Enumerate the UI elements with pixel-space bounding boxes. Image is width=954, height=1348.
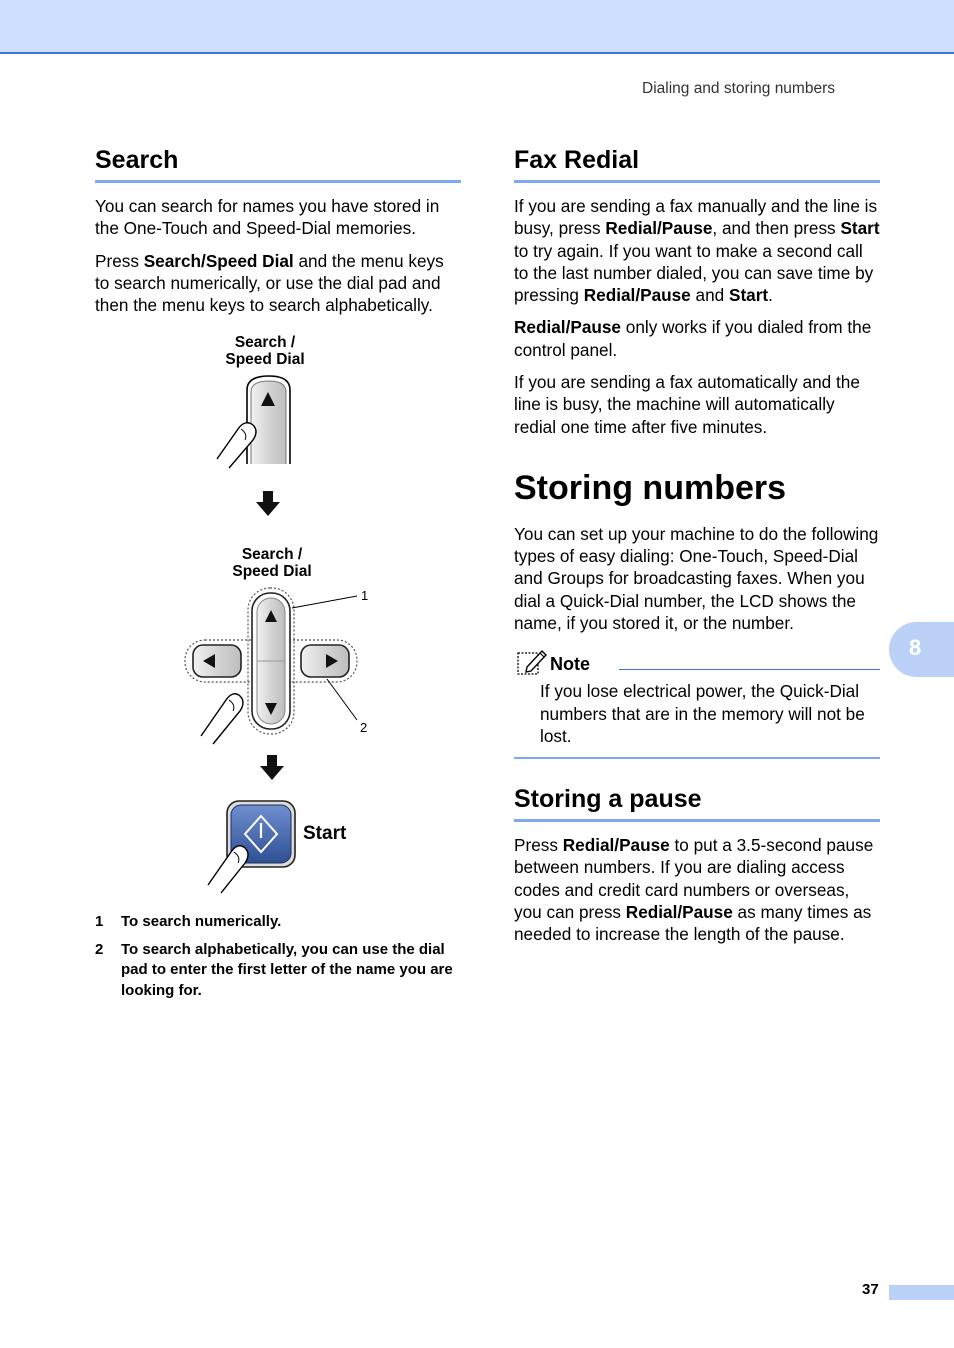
section-title-search: Search: [95, 140, 461, 183]
left-key: [193, 645, 241, 677]
section-title-fax-redial: Fax Redial: [514, 140, 880, 183]
right-key: [301, 645, 349, 677]
caption-item: 2 To search alphabetically, you can use the dial pad to enter the first letter of the name you are looking for.: [95, 940, 453, 999]
note-rule: [619, 669, 880, 670]
callout-line-2: [327, 679, 357, 720]
fax-redial-para-1: If you are sending a fax manually and the line is busy, press Redial/Pause, and then press Start to try again. If you want to make a second call to the last number dialed, you can save time by pressing Redial/Pause and Start.: [514, 196, 880, 306]
note-pencil-icon: [516, 648, 548, 676]
right-column: [514, 140, 880, 946]
callout-number-1: 1: [361, 588, 369, 604]
note-text: If you lose electrical power, the Quick-Dial numbers that are in the memory will not be lost.: [540, 681, 865, 746]
callout-line-1: [292, 596, 357, 608]
storing-pause-para: Press Redial/Pause to put a 3.5-second pause between numbers. If you are dialing access codes and credit card numbers or overseas, you can press Redial/Pause as many times as needed to increase the length of the pause.: [514, 835, 874, 945]
fax-redial-para-3: If you are sending a fax automatically and the line is busy, the machine will automatically redial one time after five minutes.: [514, 372, 860, 437]
chapter-heading-storing-numbers: Storing numbers: [514, 468, 787, 507]
down-arrow-icon: [260, 755, 284, 780]
start-key: [208, 801, 295, 893]
navigation-keypad: [185, 588, 357, 744]
note-title: Note: [550, 654, 590, 675]
search-instructions: Press Search/Speed Dial and the menu keys to search numerically, or use the dial pad and then the menu keys to search alphabetically.: [95, 250, 444, 316]
storing-numbers-para: You can set up your machine to do the following types of easy dialing: One-Touch, Speed-Dial and Groups for broadcasting faxes. When you dial a Quick-Dial number, the LCD shows the name, if you stored it, or the number.: [514, 523, 879, 633]
speed-dial-label-2: Search / Speed Dial: [232, 546, 312, 581]
left-column: [95, 140, 461, 1008]
figure-captions: [95, 912, 461, 1001]
running-head: Dialing and storing numbers: [642, 80, 835, 97]
down-arrow-icon: [256, 491, 280, 516]
callout-number-2: 2: [360, 720, 368, 736]
caption-item: 1 To search numerically.: [95, 913, 282, 931]
page-number-bar: [889, 1285, 954, 1300]
page-number: 37: [862, 1281, 879, 1298]
note-box: [514, 648, 880, 759]
search-figure: [95, 330, 461, 910]
speed-dial-label-1: Search / Speed Dial: [225, 334, 305, 369]
control-panel-illustration: [95, 330, 461, 910]
start-label: Start: [303, 823, 347, 845]
fax-redial-para-2: Redial/Pause only works if you dialed from the control panel.: [514, 317, 872, 360]
finger-icon: [201, 694, 243, 744]
search-intro: You can search for names you have stored in the One-Touch and Speed-Dial memories.: [95, 196, 440, 239]
header-band: [0, 0, 954, 54]
chapter-tab: 8: [889, 622, 954, 677]
search-speed-dial-key-name: Search/Speed Dial: [143, 250, 294, 271]
section-title-storing-pause: Storing a pause: [514, 779, 880, 822]
speed-dial-key-step1: [217, 376, 290, 468]
